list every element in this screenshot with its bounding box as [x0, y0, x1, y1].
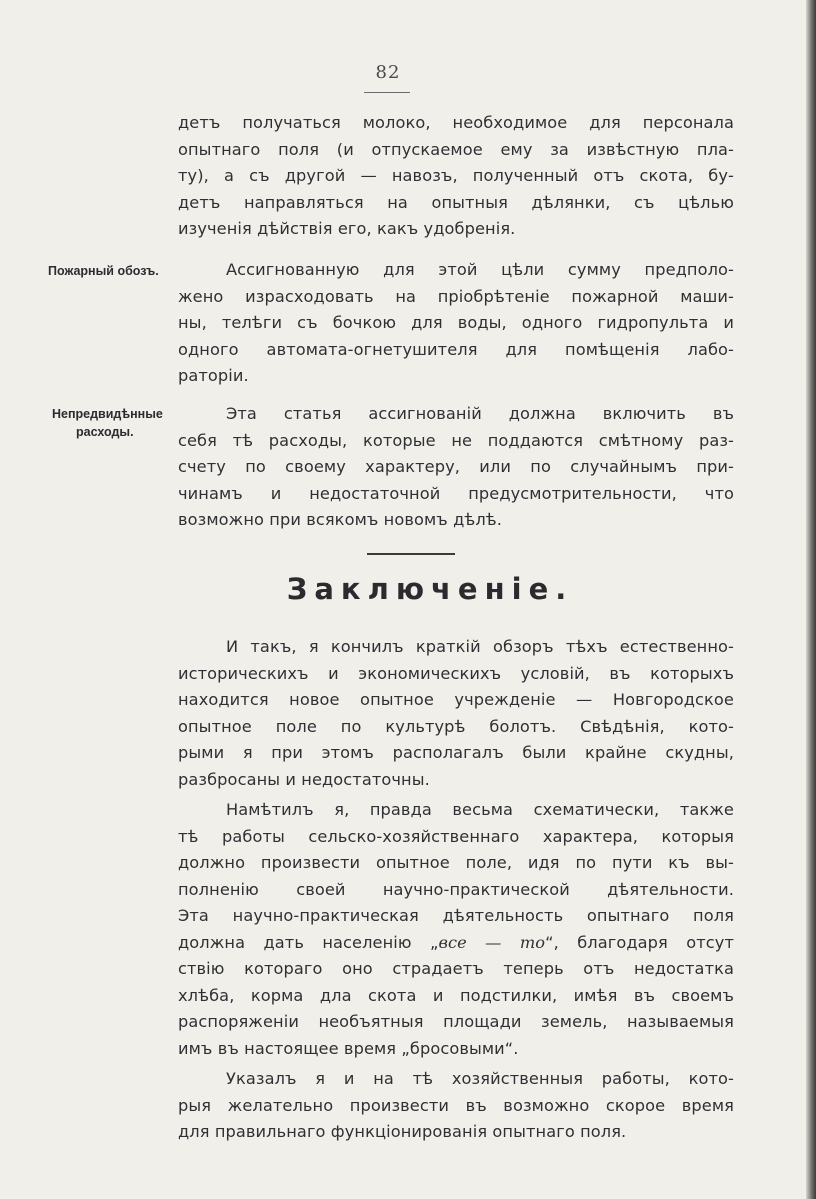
- text-line: историческихъ и экономическихъ условій, въ которыхъ: [178, 663, 734, 683]
- text-line: распоряженіи необъятныя площади земель, называемыя: [178, 1012, 734, 1031]
- text-line: раторіи.: [178, 366, 249, 385]
- text-line: детъ получаться молоко, необходимое для персонала: [178, 113, 734, 132]
- text-line: возможно при всякомъ новомъ дѣлѣ.: [178, 510, 503, 529]
- text-line: чинамъ и недостаточной предусмотрительности, что: [178, 483, 734, 503]
- section-title: Заключеніе.: [286, 572, 574, 606]
- unforeseen-expenses-paragraph: [178, 401, 734, 534]
- page-edge-shadow: [806, 0, 816, 1199]
- section-divider: [367, 553, 455, 555]
- fire-brigade-paragraph: [178, 257, 734, 390]
- text-line: должно произвести опытное поле, идя по пути къ вы-: [178, 853, 734, 872]
- text-line: одного автомата-огнетушителя для помѣщенія лабо-: [178, 339, 734, 359]
- margin-note-unforeseen-line1: Непредвидѣнные: [52, 407, 163, 421]
- text-line: опытнаго поля (и отпускаемое ему за извѣстную пла-: [178, 139, 734, 159]
- text-line: имъ въ настоящее время „бросовыми“.: [178, 1038, 519, 1058]
- intro-paragraph: [178, 110, 734, 243]
- text-line: Ассигнованную для этой цѣли сумму предполо-: [226, 260, 734, 279]
- text-line: изученія дѣйствія его, какъ удобренія.: [178, 219, 516, 238]
- text-line: опытное поле по культурѣ болотъ. Свѣдѣнія, кото-: [178, 716, 734, 736]
- text-line: рыя желательно произвести въ возможно скорое время: [178, 1095, 734, 1115]
- text-line: себя тѣ расходы, которые не поддаются смѣтному раз-: [178, 430, 734, 450]
- text-line: ту), а съ другой — навозъ, полученный отъ скота, бу-: [178, 166, 734, 185]
- quote-suffix: “, благодаря отсут: [545, 932, 734, 952]
- conclusion-paragraph-1: [178, 634, 734, 793]
- text-line: для правильнаго функціонированія опытнаго поля.: [178, 1122, 627, 1141]
- text-line: тѣ работы сельско-хозяйственнаго характера, которыя: [178, 826, 734, 846]
- page-number-rule: [364, 92, 410, 93]
- margin-note-unforeseen-line2: расходы.: [76, 425, 134, 439]
- quote-prefix: должна дать населенію „: [178, 932, 439, 952]
- text-line-with-quote: [178, 930, 734, 957]
- conclusion-paragraph-3: [178, 1066, 734, 1146]
- text-line: разбросаны и недостаточны.: [178, 769, 430, 789]
- page-number: 82: [375, 62, 401, 83]
- text-line: жено израсходовать на пріобрѣтеніе пожарной маши-: [178, 286, 734, 306]
- text-line: Указалъ я и на тѣ хозяйственныя работы, кото-: [226, 1069, 734, 1088]
- quoted-phrase: все — то: [438, 932, 546, 952]
- text-line: Эта научно-практическая дѣятельность опытнаго поля: [178, 906, 734, 925]
- text-line: детъ направляться на опытныя дѣлянки, съ цѣлью: [178, 192, 734, 212]
- conclusion-paragraph-2: [178, 797, 734, 1062]
- text-line: счету по своему характеру, или по случайнымъ при-: [178, 457, 734, 476]
- text-line: Намѣтилъ я, правда весьма схематически, также: [226, 800, 734, 819]
- text-line: находится новое опытное учрежденіе — Новгородское: [178, 690, 734, 709]
- text-line: ны, телѣги съ бочкою для воды, одного гидропульта и: [178, 313, 734, 332]
- text-line: И такъ, я кончилъ краткій обзоръ тѣхъ естественно-: [226, 637, 734, 656]
- text-line: Эта статья ассигнованій должна включить въ: [226, 404, 734, 423]
- text-line: рыми я при этомъ располагалъ были крайне скудны,: [178, 743, 734, 762]
- text-line: ствію котораго оно страдаетъ теперь отъ недостатка: [178, 959, 734, 978]
- margin-note-fire-brigade: Пожарный обозъ.: [48, 264, 159, 278]
- text-line: полненію своей научно-практической дѣятельности.: [178, 879, 734, 899]
- text-line: хлѣба, корма дла скота и подстилки, имѣя въ своемъ: [178, 985, 734, 1005]
